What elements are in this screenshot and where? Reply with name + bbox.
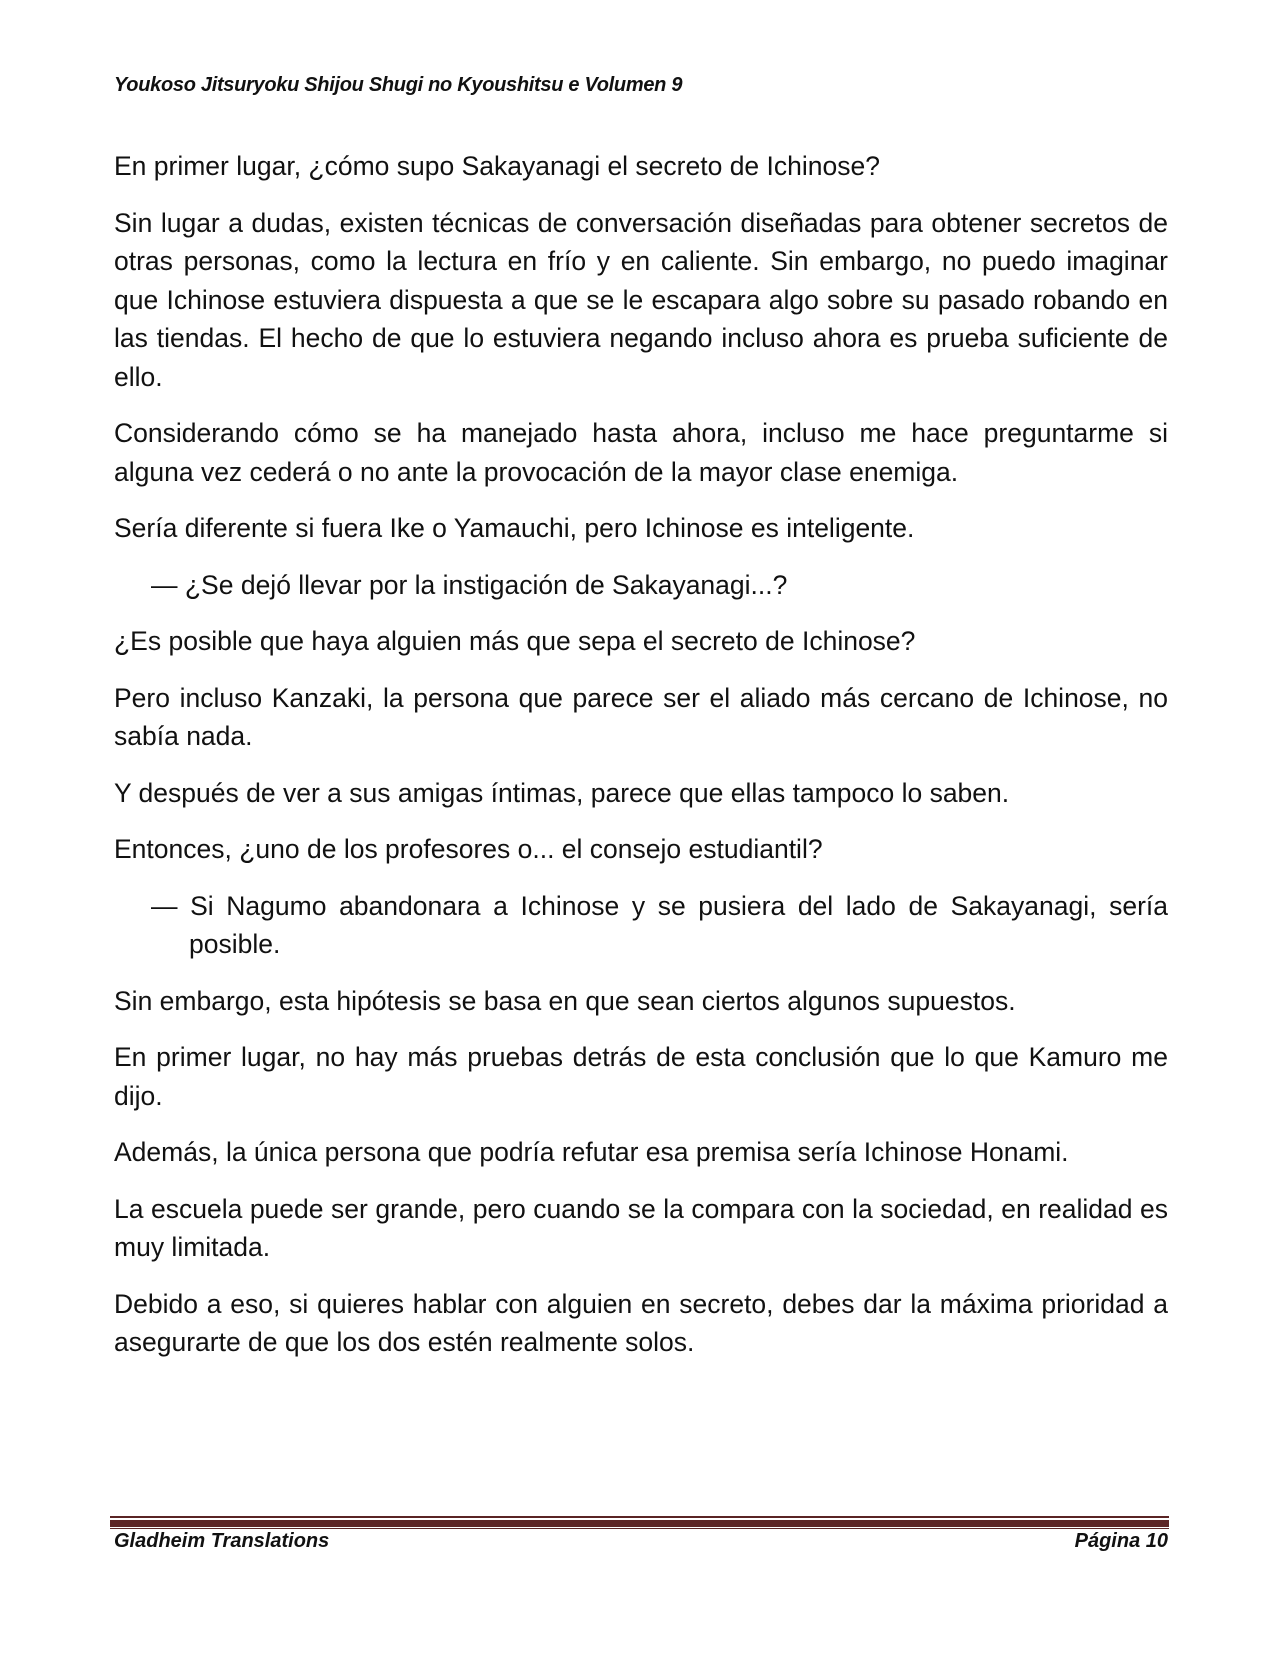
paragraph: ¿Es posible que haya alguien más que sepa el secreto de Ichinose? [114, 626, 916, 656]
paragraph: Entonces, ¿uno de los profesores o... el consejo estudiantil? [114, 834, 823, 864]
paragraph: Sería diferente si fuera Ike o Yamauchi, pero Ichinose es inteligente. [114, 513, 915, 543]
paragraph: En primer lugar, ¿cómo supo Sakayanagi el secreto de Ichinose? [114, 151, 880, 181]
paragraph: La escuela puede ser grande, pero cuando se la compara con la sociedad, en realidad es muy limitada. [114, 1193, 1168, 1262]
page-number: Página 10 [1074, 1530, 1168, 1552]
paragraph: Sin embargo, esta hipótesis se basa en que sean ciertos algunos supuestos. [114, 985, 1016, 1016]
body-text [114, 147, 1168, 1380]
paragraph: Pero incluso Kanzaki, la persona que parece ser el aliado más cercano de Ichinose, no sabía nada. [114, 682, 1168, 751]
dialogue-paragraph: — ¿Se dejó llevar por la instigación de Sakayanagi...? [151, 569, 788, 600]
paragraph: Sin lugar a dudas, existen técnicas de conversación diseñadas para obtener secretos de otras personas, como la lectura en frío y en caliente. Sin embargo, no puedo imaginar que Ichinose estuviera dispuesta a que se le escapara algo sobre su pasado robando en las tiendas. El hecho de que lo estuviera negando incluso ahora es prueba suficiente de ello. [114, 207, 1168, 392]
footer-publisher: Gladheim Translations [114, 1530, 330, 1552]
running-header: Youkoso Jitsuryoku Shijou Shugi no Kyoushitsu e Volumen 9 [114, 74, 683, 96]
dialogue-paragraph: — Si Nagumo abandonara a Ichinose y se pusiera del lado de Sakayanagi, sería posible. [151, 890, 1168, 959]
paragraph: Además, la única persona que podría refutar esa premisa sería Ichinose Honami. [114, 1137, 1069, 1167]
paragraph: Considerando cómo se ha manejado hasta ahora, incluso me hace preguntarme si alguna vez cederá o no ante la provocación de la mayor clase enemiga. [114, 418, 1168, 487]
footer-rule [110, 1516, 1169, 1528]
paragraph: Y después de ver a sus amigas íntimas, parece que ellas tampoco lo saben. [114, 777, 1010, 808]
paragraph: Debido a eso, si quieres hablar con alguien en secreto, debes dar la máxima prioridad a asegurarte de que los dos estén realmente solos. [114, 1288, 1168, 1357]
paragraph: En primer lugar, no hay más pruebas detrás de esta conclusión que lo que Kamuro me dijo. [114, 1042, 1168, 1111]
